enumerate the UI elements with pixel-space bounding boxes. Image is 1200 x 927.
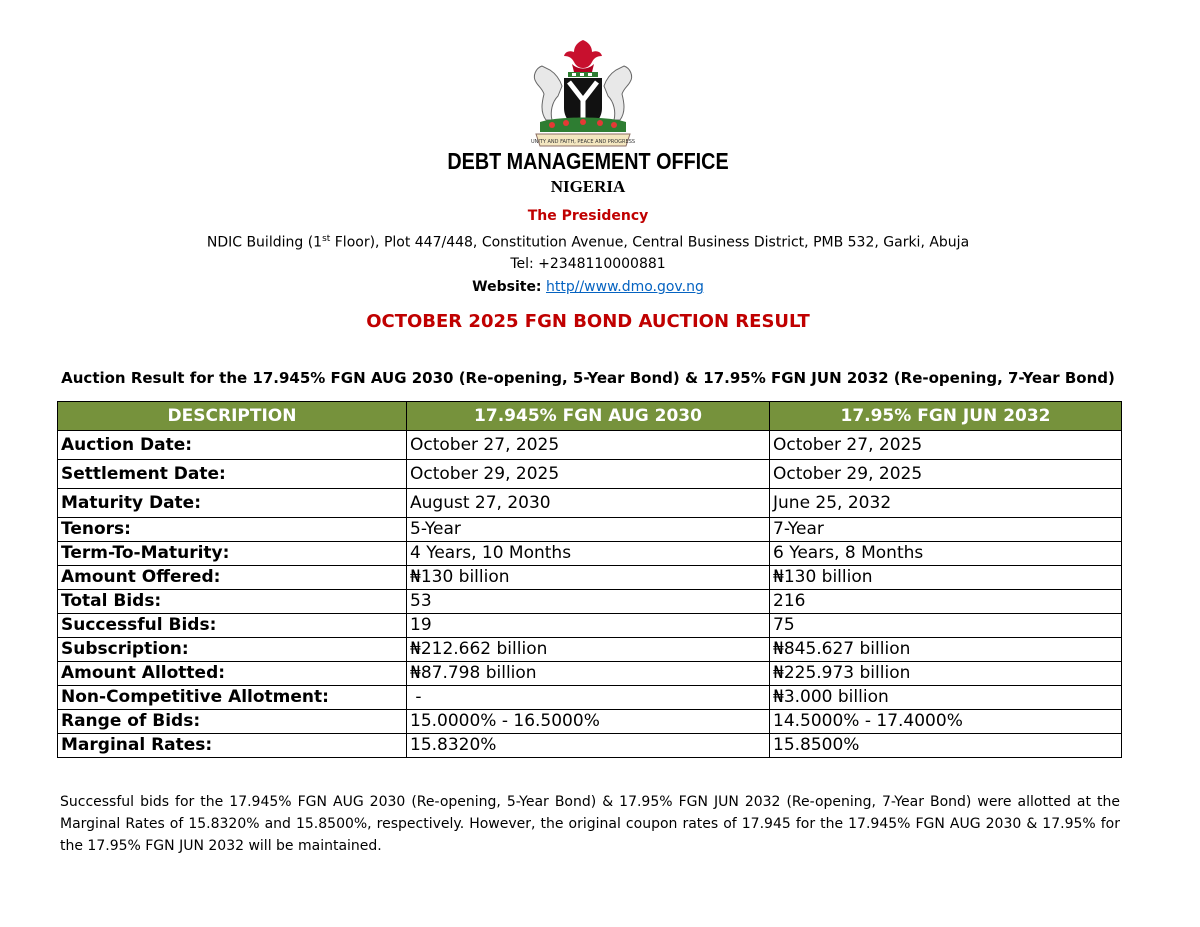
row-label: Range of Bids: [58, 710, 407, 734]
value-2030: 53 [407, 590, 770, 614]
value-2030: 5-Year [407, 518, 770, 542]
table-row [58, 518, 1122, 542]
row-label: Total Bids: [58, 590, 407, 614]
office-address [0, 234, 1176, 251]
table-header-row [58, 402, 1122, 431]
row-label: Non-Competitive Allotment: [58, 686, 407, 710]
website-line [0, 279, 1176, 295]
organization-name: DEBT MANAGEMENT OFFICE [447, 148, 729, 174]
organization-country: NIGERIA [550, 177, 626, 196]
row-label: Term-To-Maturity: [58, 542, 407, 566]
auction-result-table [57, 401, 1122, 758]
value-2030: October 29, 2025 [407, 460, 770, 489]
row-label: Marginal Rates: [58, 734, 407, 758]
website-label: Website: [472, 279, 542, 295]
value-2030: August 27, 2030 [407, 489, 770, 518]
document-subtitle: Auction Result for the 17.945% FGN AUG 2030 (Re-opening, 5-Year Bond) & 17.95% FGN JUN 2032 (Re-opening, 7-Year Bond) [61, 369, 1115, 387]
presidency-label: The Presidency [527, 208, 649, 224]
table-row [58, 566, 1122, 590]
table-row [58, 431, 1122, 460]
row-label: Maturity Date: [58, 489, 407, 518]
value-2032: ₦130 billion [770, 566, 1122, 590]
row-label: Successful Bids: [58, 614, 407, 638]
table-row [58, 489, 1122, 518]
value-2032: October 29, 2025 [770, 460, 1122, 489]
table-row [58, 710, 1122, 734]
telephone: Tel: +2348110000881 [510, 256, 666, 272]
footnote-paragraph: Successful bids for the 17.945% FGN AUG 2030 (Re-opening, 5-Year Bond) & 17.95% FGN JUN 2032 (Re-opening, 7-Year Bond) were allotted at the Marginal Rates of 15.8320% and 15.8500%, respectively. However, the original coupon rates of 17.945 for the 17.945% FGN AUG 2030 & 17.95% for the 17.95% FGN JUN 2032 will be maintained. [60, 794, 1120, 854]
header-bond-2032: 17.95% FGN JUN 2032 [770, 402, 1122, 431]
header-description: DESCRIPTION [58, 402, 407, 431]
value-2032: June 25, 2032 [770, 489, 1122, 518]
table-row [58, 460, 1122, 489]
value-2032: 15.8500% [770, 734, 1122, 758]
table-row [58, 734, 1122, 758]
table-row [58, 590, 1122, 614]
value-2030: - [407, 686, 770, 710]
document-title: OCTOBER 2025 FGN BOND AUCTION RESULT [366, 311, 810, 332]
address-part-1: NDIC Building (1 [206, 234, 323, 251]
value-2030: 15.0000% - 16.5000% [407, 710, 770, 734]
row-label: Amount Offered: [58, 566, 407, 590]
value-2032: 6 Years, 8 Months [770, 542, 1122, 566]
crest-motto: UNITY AND FAITH, PEACE AND PROGRESS [530, 139, 636, 145]
row-label: Tenors: [58, 518, 407, 542]
value-2032: ₦3.000 billion [770, 686, 1122, 710]
table-row [58, 638, 1122, 662]
value-2030: 15.8320% [407, 734, 770, 758]
row-label: Subscription: [58, 638, 407, 662]
value-2030: ₦87.798 billion [407, 662, 770, 686]
row-label: Amount Allotted: [58, 662, 407, 686]
table-row [58, 662, 1122, 686]
value-2032: ₦845.627 billion [770, 638, 1122, 662]
table-row [58, 686, 1122, 710]
address-part-2: Floor), Plot 447/448, Constitution Avenue, Central Business District, PMB 532, Garki, Abuja [330, 234, 970, 251]
table-row [58, 614, 1122, 638]
value-2032: 216 [770, 590, 1122, 614]
table-row [58, 542, 1122, 566]
value-2032: 14.5000% - 17.4000% [770, 710, 1122, 734]
address-superscript: st [322, 234, 331, 244]
value-2030: 4 Years, 10 Months [407, 542, 770, 566]
value-2032: 7-Year [770, 518, 1122, 542]
value-2032: October 27, 2025 [770, 431, 1122, 460]
row-label: Settlement Date: [58, 460, 407, 489]
value-2030: 19 [407, 614, 770, 638]
value-2030: ₦212.662 billion [407, 638, 770, 662]
header-bond-2030: 17.945% FGN AUG 2030 [407, 402, 770, 431]
value-2032: ₦225.973 billion [770, 662, 1122, 686]
value-2032: 75 [770, 614, 1122, 638]
website-link[interactable]: http//www.dmo.gov.ng [546, 279, 704, 295]
value-2030: ₦130 billion [407, 566, 770, 590]
coat-of-arms-emblem [522, 36, 644, 154]
value-2030: October 27, 2025 [407, 431, 770, 460]
row-label: Auction Date: [58, 431, 407, 460]
